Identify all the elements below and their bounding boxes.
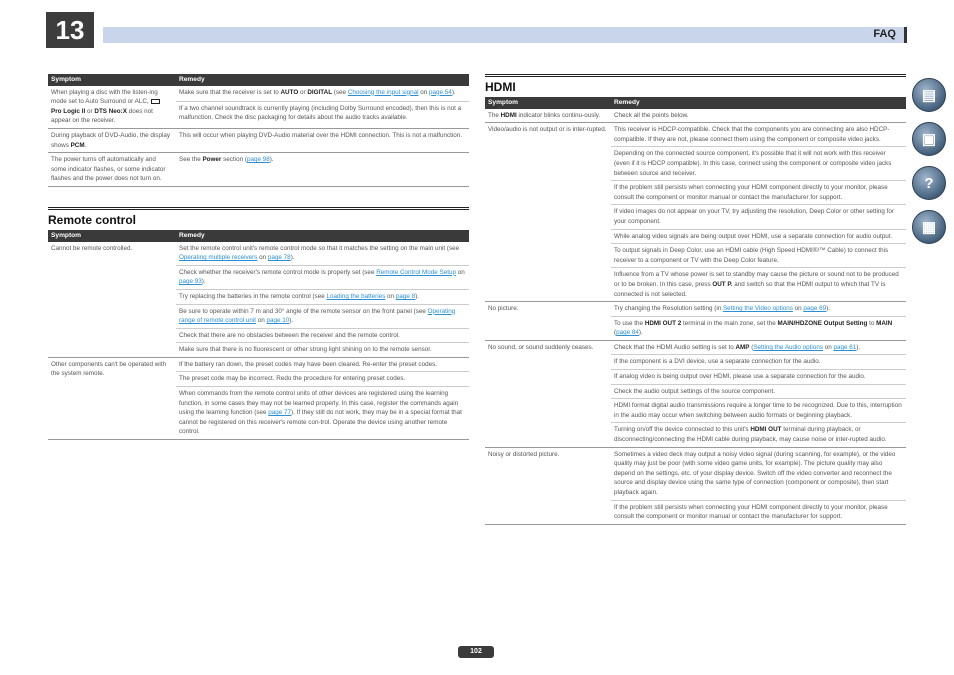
link-remote-control-mode-setup[interactable]: Remote Control Mode Setup: [376, 268, 457, 276]
link-loading-batteries[interactable]: Loading the batteries: [326, 292, 386, 300]
col-header-remedy: Remedy: [176, 230, 469, 242]
remedy-cell: If the battery ran down, the preset codes may have been cleared. Re-enter the preset codes.: [176, 357, 469, 372]
remedy-cell: If a two channel soundtrack is currently playing (including Dolby Surround encoded), then this is not a malfunction. Check the disc packaging for details about the audio tracks available.: [176, 101, 469, 128]
link-page-69[interactable]: page 69: [803, 305, 827, 313]
dolby-logo-icon: [151, 99, 160, 104]
remedy-cell: This receiver is HDCP-compatible. Check that the components you are connecting are also HDCP-compatible. If they are not, please connect them using the component or composite video jacks.: [611, 123, 906, 147]
link-page-78[interactable]: page 78: [267, 254, 291, 262]
symptom-cell: No sound, or sound suddenly ceases.: [485, 340, 611, 447]
col-header-remedy: Remedy: [176, 74, 469, 86]
remedy-cell: Try replacing the batteries in the remote control (see Loading the batteries on page 8).: [176, 289, 469, 304]
link-page-10[interactable]: page 10: [266, 317, 290, 325]
symptom-cell: During playback of DVD-Audio, the display shows PCM.: [48, 128, 176, 152]
page-number: 102: [458, 646, 494, 658]
remedy-cell: Check that the HDMI Audio setting is set to AMP (Setting the Audio options on page 61).: [611, 340, 906, 355]
remedy-cell: The preset code may be incorrect. Redo the procedure for entering preset codes.: [176, 372, 469, 387]
link-setting-audio-options[interactable]: Setting the Audio options: [753, 343, 823, 351]
remedy-cell: Set the remote control unit's remote control mode so that it matches the setting on the main unit (see Operating multiple receivers on page 78).: [176, 242, 469, 266]
symptom-cell: Noisy or distorted picture.: [485, 447, 611, 524]
remedy-cell: Influence from a TV whose power is set to standby may cause the picture or sound not to be produced or to be broken. In this case, press OUT P. and switch so that the HDMI output to which that TV is connected is not selected.: [611, 268, 906, 302]
symptom-cell: No picture.: [485, 302, 611, 341]
remote-control-section-title: Remote control: [48, 207, 469, 227]
left-column: [48, 74, 469, 440]
remedy-cell: See the Power section (page 98).: [176, 153, 469, 187]
calculator-icon[interactable]: ▦: [912, 210, 946, 244]
remedy-cell: If video images do not appear on your TV, try adjusting the resolution, Deep Color or other setting for your component.: [611, 205, 906, 229]
section-header-bar: [103, 27, 907, 43]
question-icon[interactable]: ?: [912, 166, 946, 200]
remedy-cell: If analog video is being output over HDMI, please use a separate connection for the audio.: [611, 370, 906, 385]
link-setting-video-options[interactable]: Setting the Video options: [722, 305, 793, 313]
remedy-cell: Make sure that the receiver is set to AUTO or DIGITAL (see Choosing the input signal on page 54).: [176, 86, 469, 102]
link-page-93[interactable]: page 93: [179, 278, 202, 286]
remedy-cell: To use the HDMI OUT 2 terminal in the main zone, set the MAIN/HDZONE Output Setting to MAIN (page 84).: [611, 316, 906, 340]
remedy-cell: HDMI format digital audio transmissions require a longer time to be recognized. Due to this, interruption in the audio may occur when switching between audio formats or beginning playback.: [611, 399, 906, 423]
section-label: FAQ: [873, 28, 896, 40]
col-header-symptom: Symptom: [485, 97, 611, 109]
symptom-cell: When playing a disc with the listen-ing mode set to Auto Surround or ALC, Pro Logic II or DTS Neo:X does not appear on the receiver.: [48, 86, 176, 129]
link-choosing-input-signal[interactable]: Choosing the input signal: [347, 88, 419, 96]
book-icon[interactable]: ▤: [912, 78, 946, 112]
col-header-symptom: Symptom: [48, 230, 176, 242]
remedy-cell: Turning on/off the device connected to this unit's HDMI OUT terminal during playback, or disconnecting/connecting the HDMI cable during playback, may cause noise or inter-rupted audio.: [611, 423, 906, 447]
link-page-54[interactable]: page 54: [429, 88, 452, 96]
link-operating-multiple-receivers[interactable]: Operating multiple receivers: [179, 254, 258, 262]
remedy-cell: To output signals in Deep Color, use an HDMI cable (High Speed HDMI®/™ Cable) to connect this receiver to a component or TV with the Deep Color feature.: [611, 244, 906, 268]
link-page-98[interactable]: page 98: [246, 156, 270, 164]
hdmi-section-title: HDMI: [485, 74, 906, 94]
col-header-remedy: Remedy: [611, 97, 906, 109]
remedy-cell: Be sure to operate within 7 m and 30° angle of the remote sensor on the front panel (see Operating range of remote control unit on page 10).: [176, 304, 469, 328]
symptom-cell: Cannot be remote controlled.: [48, 242, 176, 358]
remedy-cell: While analog video signals are being output over HDMI, use a separate connection for audio output.: [611, 229, 906, 244]
right-column: [485, 74, 906, 525]
link-page-8[interactable]: page 8: [395, 292, 416, 300]
link-page-61[interactable]: page 61: [833, 343, 857, 351]
link-page-84[interactable]: page 84: [616, 329, 639, 337]
remedy-cell: Check whether the receiver's remote control mode is properly set (see Remote Control Mode Setup on page 93).: [176, 265, 469, 289]
symptom-cell: The power turns off automatically and some indicator flashes, or some indicator flashes and the power does not turn on.: [48, 153, 176, 187]
col-header-symptom: Symptom: [48, 74, 176, 86]
chapter-number: 13: [46, 12, 94, 48]
hdmi-table: [485, 97, 906, 525]
remedy-cell: If the component is a DVI device, use a separate connection for the audio.: [611, 355, 906, 370]
remedy-cell: Try changing the Resolution setting (in Setting the Video options on page 69).: [611, 302, 906, 317]
remedy-cell: Check all the points below.: [611, 109, 906, 123]
link-operating-range[interactable]: Operating range of remote control unit: [179, 307, 456, 325]
remedy-cell: If the problem still persists when connecting your HDMI component directly to your monitor, please consult the component or monitor manual or contact the manufacturer for support.: [611, 500, 906, 524]
symptom-cell: Other components can't be operated with the system remote.: [48, 357, 176, 439]
side-nav-icons: [912, 78, 948, 254]
remedy-cell: Sometimes a video deck may output a noisy video signal (during scanning, for example), or the video quality may just be poor (with some video game units, for example). The picture quality may also depend on the settings, etc. of your display device. Switch off the video converter and reconnect the source and display device using the same type of connection (component or composite), then start playback again.: [611, 447, 906, 500]
remedy-cell: If the problem still persists when connecting your HDMI component directly to your monitor, please consult the component or monitor manual or contact the manufacturer for support.: [611, 181, 906, 205]
symptom-cell: The HDMI indicator blinks continu-ously.: [485, 109, 611, 123]
remedy-cell: This will occur when playing DVD-Audio material over the HDMI connection. This is not a malfunction.: [176, 128, 469, 152]
symptom-cell: Video/audio is not output or is inter-rupted.: [485, 123, 611, 302]
display-icon[interactable]: ▣: [912, 122, 946, 156]
remedy-cell: When commands from the remote control units of other devices are registered using the learning function, in some cases they may not be learned properly. In this case, register the commands again using the learning function (see page 77). If they still do not work, they may be in a special format that cannot be registered on this receiver's remote con-trol. Operate the device using another remote control.: [176, 387, 469, 440]
remedy-cell: Make sure that there is no fluorescent or other strong light shining on to the remote sensor.: [176, 343, 469, 358]
remedy-cell: Check the audio output settings of the source component.: [611, 384, 906, 399]
link-page-77[interactable]: page 77: [268, 409, 292, 417]
general-troubleshooting-table: [48, 74, 469, 187]
remedy-cell: Check that there are no obstacles between the receiver and the remote control.: [176, 328, 469, 343]
remote-control-table: [48, 230, 469, 440]
remedy-cell: Depending on the connected source component, it's possible that it will not work with this receiver (even if it is HDCP compatible). In this case, connect using the component or composite video jacks between source and receiver.: [611, 147, 906, 181]
